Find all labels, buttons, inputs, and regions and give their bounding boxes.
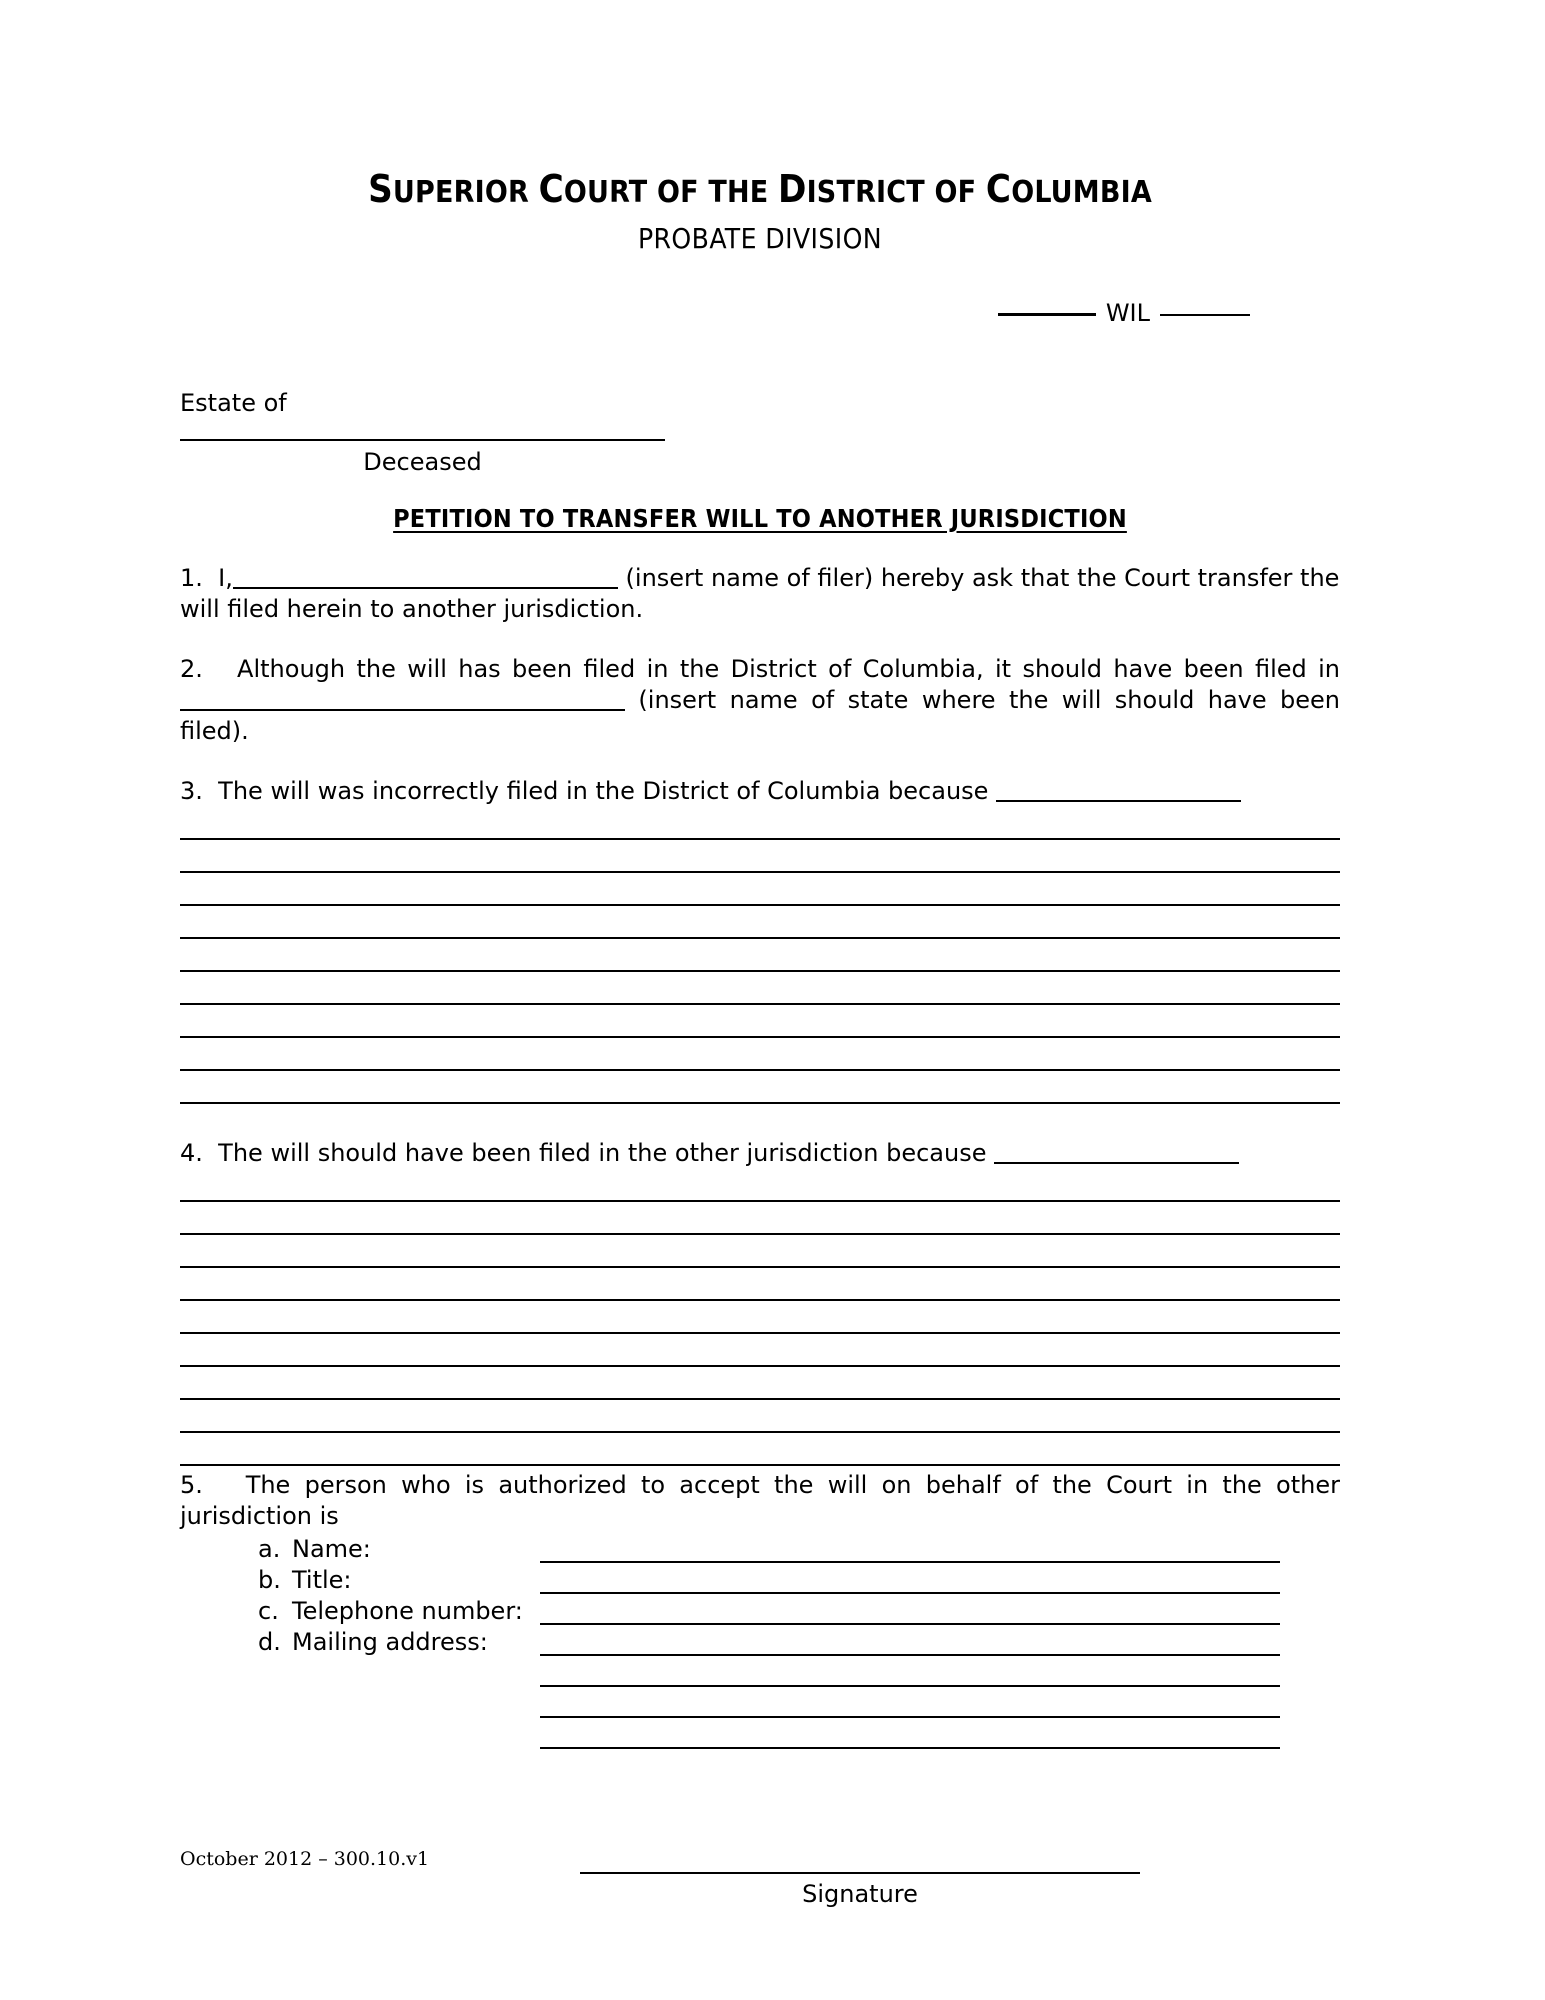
signature-block [180, 1872, 1340, 1908]
subitem-label-name: Name: [292, 1535, 371, 1564]
item-3-paragraph [180, 776, 1340, 807]
item-1-filer-name-blank[interactable] [233, 565, 618, 589]
item-5-paragraph [180, 1470, 1340, 1531]
division-subtitle: PROBATE DIVISION [637, 221, 883, 255]
item-4-number: 4. [180, 1139, 203, 1168]
item-2-paragraph [180, 654, 1340, 746]
deceased-label: Deceased [363, 447, 482, 476]
item-4-paragraph [180, 1138, 1340, 1169]
item-4-text: The will should have been filed in the other jurisdiction because [218, 1139, 987, 1168]
item-4-write-lines[interactable] [180, 1169, 1340, 1466]
case-number-row [180, 299, 1340, 327]
subitem-label-telephone: Telephone number: [292, 1597, 523, 1626]
list-item [180, 1597, 1340, 1628]
item-3-write-lines[interactable] [180, 807, 1340, 1104]
subitem-label-title: Title: [292, 1566, 352, 1595]
item-2-text-after: (insert name of state where the will should have been filed). [180, 686, 1340, 745]
item-5-number: 5. [180, 1470, 203, 1499]
mailing-address-line[interactable] [540, 1747, 1280, 1749]
subitem-label-mailing-address: Mailing address: [292, 1628, 488, 1657]
list-item [180, 1566, 1340, 1597]
mailing-address-line[interactable] [540, 1685, 1280, 1687]
subitem-marker: c. [258, 1597, 279, 1626]
item-2-number: 2. [180, 655, 203, 684]
subitem-marker: b. [258, 1566, 281, 1595]
case-number-prefix-blank[interactable] [998, 313, 1096, 316]
title-input-blank[interactable] [540, 1592, 1280, 1594]
item-1-paragraph [180, 563, 1340, 624]
mailing-address-line[interactable] [540, 1716, 1280, 1718]
case-number-suffix-blank[interactable] [1160, 314, 1250, 316]
case-number-label: WIL [1105, 298, 1150, 327]
court-title-text: SUPERIOR COURT OF THE DISTRICT OF COLUMBIA [368, 167, 1152, 211]
subitem-marker: d. [258, 1628, 281, 1657]
decedent-name-blank[interactable] [180, 439, 665, 441]
item-2-state-blank[interactable] [180, 687, 625, 711]
mailing-address-extra-line [180, 1690, 1340, 1721]
list-item [180, 1628, 1340, 1659]
item-5-text: The person who is authorized to accept the will on behalf of the Court in the other jurisdiction is [180, 1470, 1340, 1530]
item-4-reason-blank[interactable] [994, 1140, 1239, 1164]
telephone-input-blank[interactable] [540, 1623, 1280, 1625]
form-version-footer: October 2012 – 300.10.v1 [180, 1848, 430, 1870]
mailing-address-input-blank[interactable] [540, 1654, 1280, 1656]
name-input-blank[interactable] [540, 1561, 1280, 1563]
list-item [180, 1535, 1340, 1566]
write-line[interactable] [180, 1102, 1340, 1104]
document-content [180, 0, 1340, 1908]
signature-label: Signature [802, 1880, 918, 1909]
mailing-address-extra-line [180, 1721, 1340, 1752]
item-3-text: The will was incorrectly filed in the District of Columbia because [218, 777, 989, 806]
item-1-text-before: I, [218, 563, 233, 592]
estate-of-label: Estate of [180, 388, 287, 417]
item-3-number: 3. [180, 777, 203, 806]
item-3-reason-blank[interactable] [996, 778, 1241, 802]
item-2-text-before: Although the will has been filed in the District of Columbia, it should have been filed in [237, 655, 1341, 684]
signature-input-blank[interactable] [580, 1872, 1140, 1874]
item-1-number: 1. [180, 563, 203, 592]
page-title [180, 167, 1340, 211]
petition-title: PETITION TO TRANSFER WILL TO ANOTHER JURISDICTION [393, 503, 1127, 533]
item-1-text-after: (insert name of filer) hereby ask that the Court transfer the will filed herein to another jurisdiction. [180, 563, 1340, 623]
write-line[interactable] [180, 1464, 1340, 1466]
item-5-subitem-list [180, 1535, 1340, 1752]
subitem-marker: a. [258, 1535, 281, 1564]
mailing-address-extra-line [180, 1659, 1340, 1690]
